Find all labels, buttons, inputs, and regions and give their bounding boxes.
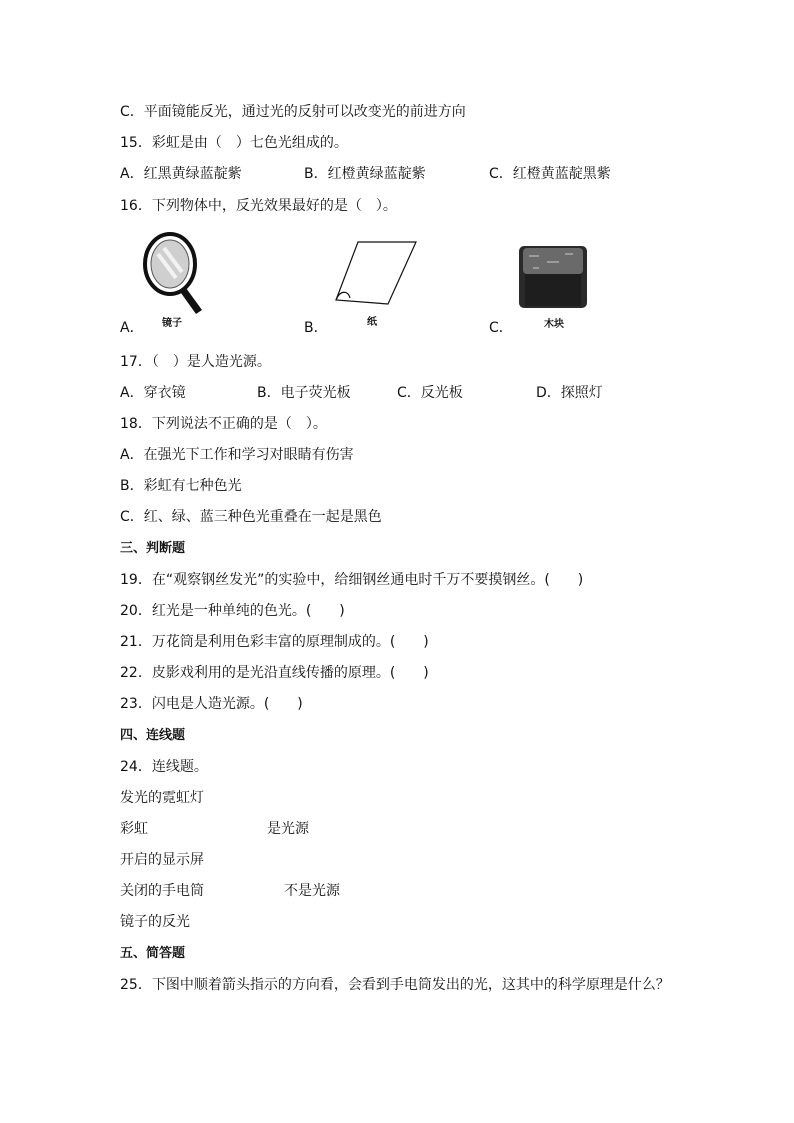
q17-option-a: A．穿衣镜 bbox=[120, 385, 186, 401]
q15-option-b: B．红橙黄绿蓝靛紫 bbox=[304, 166, 426, 182]
matching-right-item: 是光源 bbox=[267, 821, 309, 837]
q24-stem: 24．连线题。 bbox=[120, 759, 208, 775]
section-heading-matching: 四、连线题 bbox=[120, 728, 186, 743]
matching-right-item: 不是光源 bbox=[284, 883, 340, 899]
q22: 22．皮影戏利用的是光沿直线传播的原理。( ) bbox=[120, 665, 429, 681]
q15-option-c: C．红橙黄蓝靛黑紫 bbox=[489, 166, 611, 182]
q17-option-b: B．电子荧光板 bbox=[257, 385, 351, 401]
q14-option-c: C．平面镜能反光，通过光的反射可以改变光的前进方向 bbox=[120, 104, 466, 120]
section-heading-short-answer: 五、简答题 bbox=[120, 946, 186, 961]
matching-left-item: 镜子的反光 bbox=[120, 914, 190, 930]
q16-option-c-letter: C． bbox=[489, 320, 513, 336]
q16-stem: 16．下列物体中，反光效果最好的是（ ）。 bbox=[120, 198, 397, 214]
q23: 23．闪电是人造光源。( ) bbox=[120, 696, 303, 712]
mirror-image bbox=[140, 232, 208, 316]
matching-left-item: 关闭的手电筒 bbox=[120, 883, 204, 899]
q17-stem: 17．（ ）是人造光源。 bbox=[120, 354, 271, 370]
q17-option-c: C．反光板 bbox=[397, 385, 463, 401]
q16-option-b-caption: 纸 bbox=[367, 317, 377, 328]
q18-option-b: B．彩虹有七种色光 bbox=[120, 478, 242, 494]
matching-left-item: 发光的霓虹灯 bbox=[120, 790, 204, 806]
q19: 19．在“观察钢丝发光”的实验中，给细钢丝通电时千万不要摸钢丝。( ) bbox=[120, 572, 584, 588]
matching-left-item: 彩虹 bbox=[120, 821, 148, 837]
matching-left-item: 开启的显示屏 bbox=[120, 852, 204, 868]
q16-option-a-caption: 镜子 bbox=[162, 318, 182, 329]
q15-option-a: A．红黑黄绿蓝靛紫 bbox=[120, 166, 242, 182]
q18-option-a: A．在强光下工作和学习对眼睛有伤害 bbox=[120, 447, 354, 463]
wood-block-image bbox=[517, 240, 591, 314]
q20: 20．红光是一种单纯的色光。( ) bbox=[120, 603, 345, 619]
q21: 21．万花筒是利用色彩丰富的原理制成的。( ) bbox=[120, 634, 429, 650]
q18-stem: 18．下列说法不正确的是（ ）。 bbox=[120, 416, 327, 432]
q18-option-c: C．红、绿、蓝三种色光重叠在一起是黑色 bbox=[120, 509, 382, 525]
q16-option-b-letter: B． bbox=[304, 320, 328, 336]
q25: 25．下图中顺着箭头指示的方向看，会看到手电筒发出的光，这其中的科学原理是什么？ bbox=[120, 977, 670, 993]
section-heading-true-false: 三、判断题 bbox=[120, 541, 186, 556]
q16-option-c-caption: 木块 bbox=[544, 319, 564, 330]
q17-option-d: D．探照灯 bbox=[536, 385, 603, 401]
paper-image bbox=[326, 238, 418, 310]
q16-option-a-letter: A． bbox=[120, 320, 144, 336]
q15-stem: 15．彩虹是由（ ）七色光组成的。 bbox=[120, 135, 348, 151]
